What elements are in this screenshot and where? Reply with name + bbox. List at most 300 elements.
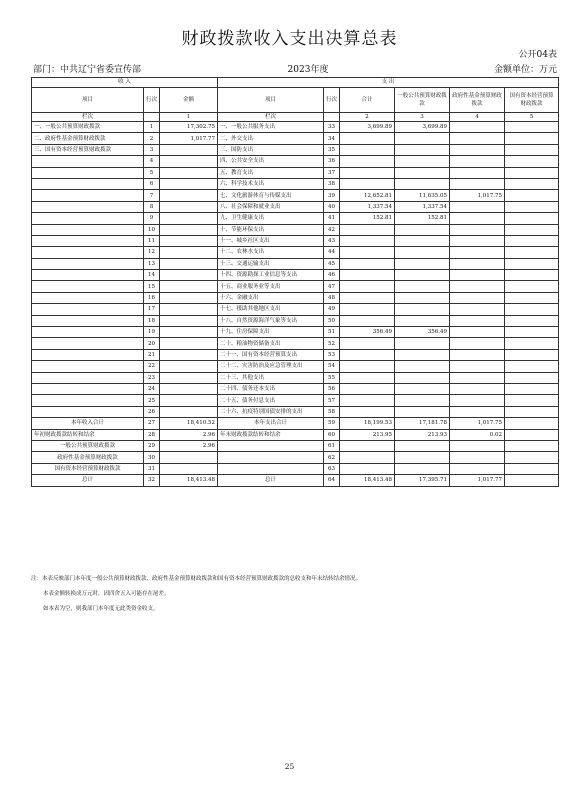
expenditure-item-cell: 本年支出合计 [218, 418, 324, 429]
income-item-cell: 一、一般公共预算财政拨款 [32, 122, 144, 133]
total-cell [340, 178, 395, 189]
general-budget-cell: 11,635.05 [395, 190, 450, 201]
income-row-no-cell: 18 [144, 315, 160, 326]
income-amount-cell [160, 372, 218, 383]
table-row [32, 338, 559, 349]
expenditure-item-cell: 十三、交通运输支出 [218, 258, 324, 269]
expenditure-item-cell: 十五、商业服务业等支出 [218, 281, 324, 292]
income-amount-cell: 2.96 [160, 440, 218, 451]
colnum-1: 1 [160, 113, 218, 122]
state-capital-cell [505, 440, 559, 451]
state-capital-cell [505, 463, 559, 474]
total-cell [340, 224, 395, 235]
document-title: 财政拨款收入支出决算总表 [181, 29, 398, 49]
income-row-no-cell: 7 [144, 190, 160, 201]
colnum-4: 4 [450, 113, 505, 122]
general-budget-cell [395, 395, 450, 406]
table-row [32, 201, 559, 212]
income-row-no-cell: 24 [144, 383, 160, 394]
income-amount-cell [160, 190, 218, 201]
total-cell [340, 133, 395, 144]
total-cell: 1,337.54 [340, 201, 395, 212]
income-row-no-cell: 3 [144, 144, 160, 155]
income-item-cell [32, 224, 144, 235]
income-amount-cell [160, 178, 218, 189]
header-row-sections [32, 78, 559, 88]
expenditure-row-no-cell: 57 [324, 395, 340, 406]
state-capital-cell [505, 315, 559, 326]
expenditure-item-cell: 二十六、抗疫特别国债安排的支出 [218, 406, 324, 417]
total-cell: 213.95 [340, 429, 395, 440]
expenditure-item-cell: 十九、住房保障支出 [218, 327, 324, 338]
fund-budget-cell [450, 178, 505, 189]
general-budget-cell [395, 338, 450, 349]
fund-budget-cell [450, 292, 505, 303]
income-row-no-cell: 16 [144, 292, 160, 303]
income-amount-cell [160, 235, 218, 246]
income-amount-cell [160, 383, 218, 394]
income-row-no-cell: 27 [144, 418, 160, 429]
expenditure-item-cell: 九、卫生健康支出 [218, 213, 324, 224]
income-amount-cell [160, 406, 218, 417]
income-row-no-cell: 29 [144, 440, 160, 451]
fund-budget-cell [450, 122, 505, 133]
general-budget-cell [395, 281, 450, 292]
income-row-no-cell: 26 [144, 406, 160, 417]
income-amount-cell [160, 315, 218, 326]
col-header-item: 项目 [32, 88, 144, 113]
total-cell [340, 440, 395, 451]
fund-budget-cell [450, 235, 505, 246]
fund-budget-cell [450, 452, 505, 463]
expenditure-item-cell: 二、外交支出 [218, 133, 324, 144]
state-capital-cell [505, 327, 559, 338]
note-1: 注：本表反映部门本年度一般公共预算财政拨款、政府性基金预算财政拨款和国有资本经营预算财政拨款的总收支和年末结转结余情况。 [31, 576, 362, 582]
state-capital-cell [505, 235, 559, 246]
col-header-row2: 行次 [324, 88, 340, 113]
income-item-cell: 政府性基金预算财政拨款 [32, 452, 144, 463]
expenditure-row-no-cell: 50 [324, 315, 340, 326]
total-cell: 152.81 [340, 213, 395, 224]
general-budget-cell [395, 258, 450, 269]
fund-budget-cell [450, 258, 505, 269]
general-budget-cell [395, 156, 450, 167]
expenditure-row-no-cell: 60 [324, 429, 340, 440]
fund-budget-cell [450, 327, 505, 338]
expenditure-row-no-cell: 39 [324, 190, 340, 201]
income-item-cell: 本年收入合计 [32, 418, 144, 429]
income-row-no-cell: 15 [144, 281, 160, 292]
general-budget-cell [395, 235, 450, 246]
total-cell: 3,699.89 [340, 122, 395, 133]
income-amount-cell [160, 338, 218, 349]
income-amount-cell [160, 452, 218, 463]
state-capital-cell [505, 281, 559, 292]
state-capital-cell [505, 258, 559, 269]
total-cell: 12,652.81 [340, 190, 395, 201]
general-budget-cell [395, 349, 450, 360]
page-number: 25 [284, 762, 295, 771]
total-cell [340, 304, 395, 315]
state-capital-cell [505, 338, 559, 349]
general-budget-cell [395, 167, 450, 178]
total-cell [340, 338, 395, 349]
income-item-cell [32, 213, 144, 224]
total-cell [340, 270, 395, 281]
expenditure-row-no-cell: 34 [324, 133, 340, 144]
income-item-cell [32, 247, 144, 258]
state-capital-cell [505, 372, 559, 383]
income-row-no-cell: 2 [144, 133, 160, 144]
general-budget-cell [395, 406, 450, 417]
expenditure-row-no-cell: 61 [324, 440, 340, 451]
income-item-cell [32, 235, 144, 246]
fund-budget-cell [450, 395, 505, 406]
fund-budget-cell [450, 144, 505, 155]
table-row [32, 349, 559, 360]
expenditure-item-cell: 四、公共安全支出 [218, 156, 324, 167]
table-row [32, 304, 559, 315]
income-item-cell [32, 201, 144, 212]
income-item-cell [32, 361, 144, 372]
total-cell [340, 167, 395, 178]
fund-budget-cell [450, 361, 505, 372]
expenditure-row-no-cell: 37 [324, 167, 340, 178]
col-header-total: 合计 [340, 88, 395, 113]
table-row [32, 281, 559, 292]
expenditure-row-no-cell: 63 [324, 463, 340, 474]
total-cell [340, 349, 395, 360]
income-row-no-cell: 17 [144, 304, 160, 315]
income-row-no-cell: 8 [144, 201, 160, 212]
fund-budget-cell [450, 338, 505, 349]
state-capital-cell [505, 247, 559, 258]
income-amount-cell [160, 144, 218, 155]
expenditure-item-cell: 六、科学技术支出 [218, 178, 324, 189]
income-item-cell: 总计 [32, 475, 144, 486]
col-header-state: 国有资本经营预算财政拨款 [505, 88, 559, 113]
fund-budget-cell [450, 406, 505, 417]
state-capital-cell [505, 452, 559, 463]
income-item-cell [32, 304, 144, 315]
colnum-2: 2 [340, 113, 395, 122]
income-row-no-cell: 10 [144, 224, 160, 235]
expenditure-row-no-cell: 43 [324, 235, 340, 246]
expenditure-row-no-cell: 47 [324, 281, 340, 292]
table-row [32, 383, 559, 394]
total-cell: 18,199.53 [340, 418, 395, 429]
general-budget-cell [395, 144, 450, 155]
income-amount-cell: 18,410.52 [160, 418, 218, 429]
general-budget-cell [395, 133, 450, 144]
expenditure-item-cell: 十四、资源勘探工业信息等支出 [218, 270, 324, 281]
income-row-no-cell: 19 [144, 327, 160, 338]
expenditure-row-no-cell: 46 [324, 270, 340, 281]
table-row [32, 213, 559, 224]
income-item-cell [32, 167, 144, 178]
expenditure-item-cell: 五、教育支出 [218, 167, 324, 178]
expenditure-item-cell: 十七、援助其他地区支出 [218, 304, 324, 315]
fund-budget-cell: 1,017.75 [450, 418, 505, 429]
fund-budget-cell [450, 463, 505, 474]
table-row [32, 178, 559, 189]
fund-budget-cell [450, 383, 505, 394]
income-amount-cell: 17,302.75 [160, 122, 218, 133]
table-row [32, 167, 559, 178]
expenditure-row-no-cell: 52 [324, 338, 340, 349]
income-amount-cell [160, 349, 218, 360]
state-capital-cell [505, 406, 559, 417]
expenditure-row-no-cell: 64 [324, 475, 340, 486]
header-row-colnums [32, 113, 559, 122]
expenditure-item-cell: 二十、粮油物资储备支出 [218, 338, 324, 349]
general-budget-cell [395, 452, 450, 463]
income-row-no-cell: 30 [144, 452, 160, 463]
income-item-cell: 国有资本经营预算财政拨款 [32, 463, 144, 474]
total-cell [340, 315, 395, 326]
general-budget-cell [395, 270, 450, 281]
state-capital-cell [505, 292, 559, 303]
total-cell: 356.49 [340, 327, 395, 338]
table-row [32, 190, 559, 201]
state-capital-cell [505, 383, 559, 394]
colnum-3: 3 [395, 113, 450, 122]
table-row [32, 258, 559, 269]
expenditure-row-no-cell: 33 [324, 122, 340, 133]
income-row-no-cell: 9 [144, 213, 160, 224]
income-item-cell: 一般公共预算财政拨款 [32, 440, 144, 451]
total-cell [340, 383, 395, 394]
income-item-cell: 二、政府性基金预算财政拨款 [32, 133, 144, 144]
expenditure-item-cell: 二十一、国有资本经营预算支出 [218, 349, 324, 360]
income-amount-cell [160, 292, 218, 303]
income-amount-cell [160, 463, 218, 474]
department-label: 部门：中共辽宁省委宣传部 [33, 65, 142, 75]
income-item-cell [32, 406, 144, 417]
expenditure-item-cell [218, 452, 324, 463]
income-amount-cell [160, 270, 218, 281]
total-cell [340, 258, 395, 269]
unit-label: 金额单位：万元 [493, 65, 557, 75]
table-row [32, 372, 559, 383]
expenditure-row-no-cell: 44 [324, 247, 340, 258]
table-row [32, 315, 559, 326]
budget-table [31, 77, 559, 487]
total-cell [340, 235, 395, 246]
table-row [32, 122, 559, 133]
note-2: 本表金额转换成万元时，因四舍五入可能存在尾差。 [43, 591, 170, 597]
income-amount-cell [160, 327, 218, 338]
col-header-item2: 项目 [218, 88, 324, 113]
colnum-blank2 [324, 113, 340, 122]
income-amount-cell [160, 167, 218, 178]
income-amount-cell [160, 224, 218, 235]
state-capital-cell [505, 361, 559, 372]
general-budget-cell [395, 361, 450, 372]
colnum-blank [144, 113, 160, 122]
expenditure-item-cell [218, 463, 324, 474]
total-cell [340, 361, 395, 372]
income-row-no-cell: 5 [144, 167, 160, 178]
total-cell [340, 281, 395, 292]
fund-budget-cell [450, 167, 505, 178]
colnum-label: 栏次 [32, 113, 144, 122]
expenditure-item-cell: 一、一般公共服务支出 [218, 122, 324, 133]
year-label: 2023年度 [287, 65, 329, 75]
expenditure-row-no-cell: 48 [324, 292, 340, 303]
table-row [32, 429, 559, 440]
fund-budget-cell [450, 304, 505, 315]
expenditure-item-cell: 十六、金融支出 [218, 292, 324, 303]
col-header-amount: 金额 [160, 88, 218, 113]
expenditure-item-cell: 十二、农林水支出 [218, 247, 324, 258]
expenditure-item-cell: 二十四、债务还本支出 [218, 383, 324, 394]
income-row-no-cell: 23 [144, 372, 160, 383]
state-capital-cell [505, 167, 559, 178]
income-item-cell [32, 258, 144, 269]
table-row [32, 395, 559, 406]
state-capital-cell [505, 156, 559, 167]
income-item-cell [32, 292, 144, 303]
income-amount-cell: 2.96 [160, 429, 218, 440]
state-capital-cell [505, 304, 559, 315]
expenditure-row-no-cell: 36 [324, 156, 340, 167]
fund-budget-cell [450, 247, 505, 258]
expenditure-row-no-cell: 38 [324, 178, 340, 189]
expenditure-item-cell: 二十三、其他支出 [218, 372, 324, 383]
fund-budget-cell [450, 372, 505, 383]
total-cell [340, 144, 395, 155]
fund-budget-cell [450, 201, 505, 212]
income-row-no-cell: 21 [144, 349, 160, 360]
fund-budget-cell [450, 224, 505, 235]
income-row-no-cell: 14 [144, 270, 160, 281]
form-number: 公开04表 [518, 50, 557, 60]
table-row [32, 327, 559, 338]
income-item-cell [32, 338, 144, 349]
fund-budget-cell [450, 133, 505, 144]
expenditure-row-no-cell: 51 [324, 327, 340, 338]
expenditure-item-cell [218, 440, 324, 451]
table-row [32, 418, 559, 429]
general-budget-cell: 17,395.71 [395, 475, 450, 486]
header-row-columns [32, 88, 559, 113]
income-amount-cell [160, 395, 218, 406]
fund-budget-cell [450, 270, 505, 281]
income-row-no-cell: 1 [144, 122, 160, 133]
table-row [32, 452, 559, 463]
general-budget-cell [395, 440, 450, 451]
note-3: 如本表为空，则我部门本年度无此类资金收支。 [43, 606, 159, 612]
income-amount-cell [160, 281, 218, 292]
income-item-cell [32, 270, 144, 281]
expenditure-row-no-cell: 56 [324, 383, 340, 394]
expenditure-row-no-cell: 49 [324, 304, 340, 315]
table-row [32, 463, 559, 474]
general-budget-cell: 213.93 [395, 429, 450, 440]
table-row [32, 270, 559, 281]
expenditure-item-cell: 二十五、债务付息支出 [218, 395, 324, 406]
general-budget-cell [395, 178, 450, 189]
income-item-cell [32, 281, 144, 292]
expenditure-item-cell: 八、社会保障和就业支出 [218, 201, 324, 212]
expenditure-row-no-cell: 40 [324, 201, 340, 212]
table-row [32, 292, 559, 303]
income-amount-cell [160, 247, 218, 258]
fund-budget-cell [450, 440, 505, 451]
income-amount-cell [160, 201, 218, 212]
income-item-cell [32, 395, 144, 406]
expenditure-item-cell: 年末财政拨款结转和结余 [218, 429, 324, 440]
income-item-cell [32, 178, 144, 189]
total-cell [340, 156, 395, 167]
expenditure-item-cell: 二十二、灾害防治及应急管理支出 [218, 361, 324, 372]
income-row-no-cell: 4 [144, 156, 160, 167]
table-row [32, 133, 559, 144]
table-row [32, 224, 559, 235]
state-capital-cell [505, 395, 559, 406]
col-header-general: 一般公共预算财政拨款 [395, 88, 450, 113]
fund-budget-cell: 0.02 [450, 429, 505, 440]
fund-budget-cell [450, 213, 505, 224]
income-amount-cell [160, 156, 218, 167]
state-capital-cell [505, 270, 559, 281]
income-row-no-cell: 25 [144, 395, 160, 406]
expenditure-row-no-cell: 55 [324, 372, 340, 383]
general-budget-cell [395, 304, 450, 315]
state-capital-cell [505, 475, 559, 486]
state-capital-cell [505, 144, 559, 155]
fund-budget-cell [450, 315, 505, 326]
income-item-cell [32, 349, 144, 360]
state-capital-cell [505, 418, 559, 429]
income-amount-cell [160, 361, 218, 372]
expenditure-item-cell: 十、节能环保支出 [218, 224, 324, 235]
colnum-label2: 栏次 [218, 113, 324, 122]
expenditure-item-cell: 十八、自然资源海洋气象等支出 [218, 315, 324, 326]
income-row-no-cell: 11 [144, 235, 160, 246]
expenditure-row-no-cell: 62 [324, 452, 340, 463]
general-budget-cell [395, 247, 450, 258]
meta-row [33, 62, 557, 74]
expenditure-header: 支 出 [218, 78, 559, 88]
income-amount-cell [160, 258, 218, 269]
general-budget-cell [395, 224, 450, 235]
general-budget-cell: 1,337.54 [395, 201, 450, 212]
income-row-no-cell: 20 [144, 338, 160, 349]
total-cell [340, 452, 395, 463]
total-cell [340, 463, 395, 474]
colnum-5: 5 [505, 113, 559, 122]
expenditure-row-no-cell: 53 [324, 349, 340, 360]
expenditure-row-no-cell: 41 [324, 213, 340, 224]
table-row [32, 361, 559, 372]
expenditure-item-cell: 总计 [218, 475, 324, 486]
income-row-no-cell: 28 [144, 429, 160, 440]
income-row-no-cell: 12 [144, 247, 160, 258]
state-capital-cell [505, 133, 559, 144]
income-item-cell [32, 315, 144, 326]
state-capital-cell [505, 190, 559, 201]
total-cell [340, 292, 395, 303]
general-budget-cell: 356.49 [395, 327, 450, 338]
state-capital-cell [505, 213, 559, 224]
fund-budget-cell [450, 349, 505, 360]
total-cell [340, 406, 395, 417]
general-budget-cell [395, 315, 450, 326]
income-amount-cell [160, 304, 218, 315]
table-row [32, 235, 559, 246]
